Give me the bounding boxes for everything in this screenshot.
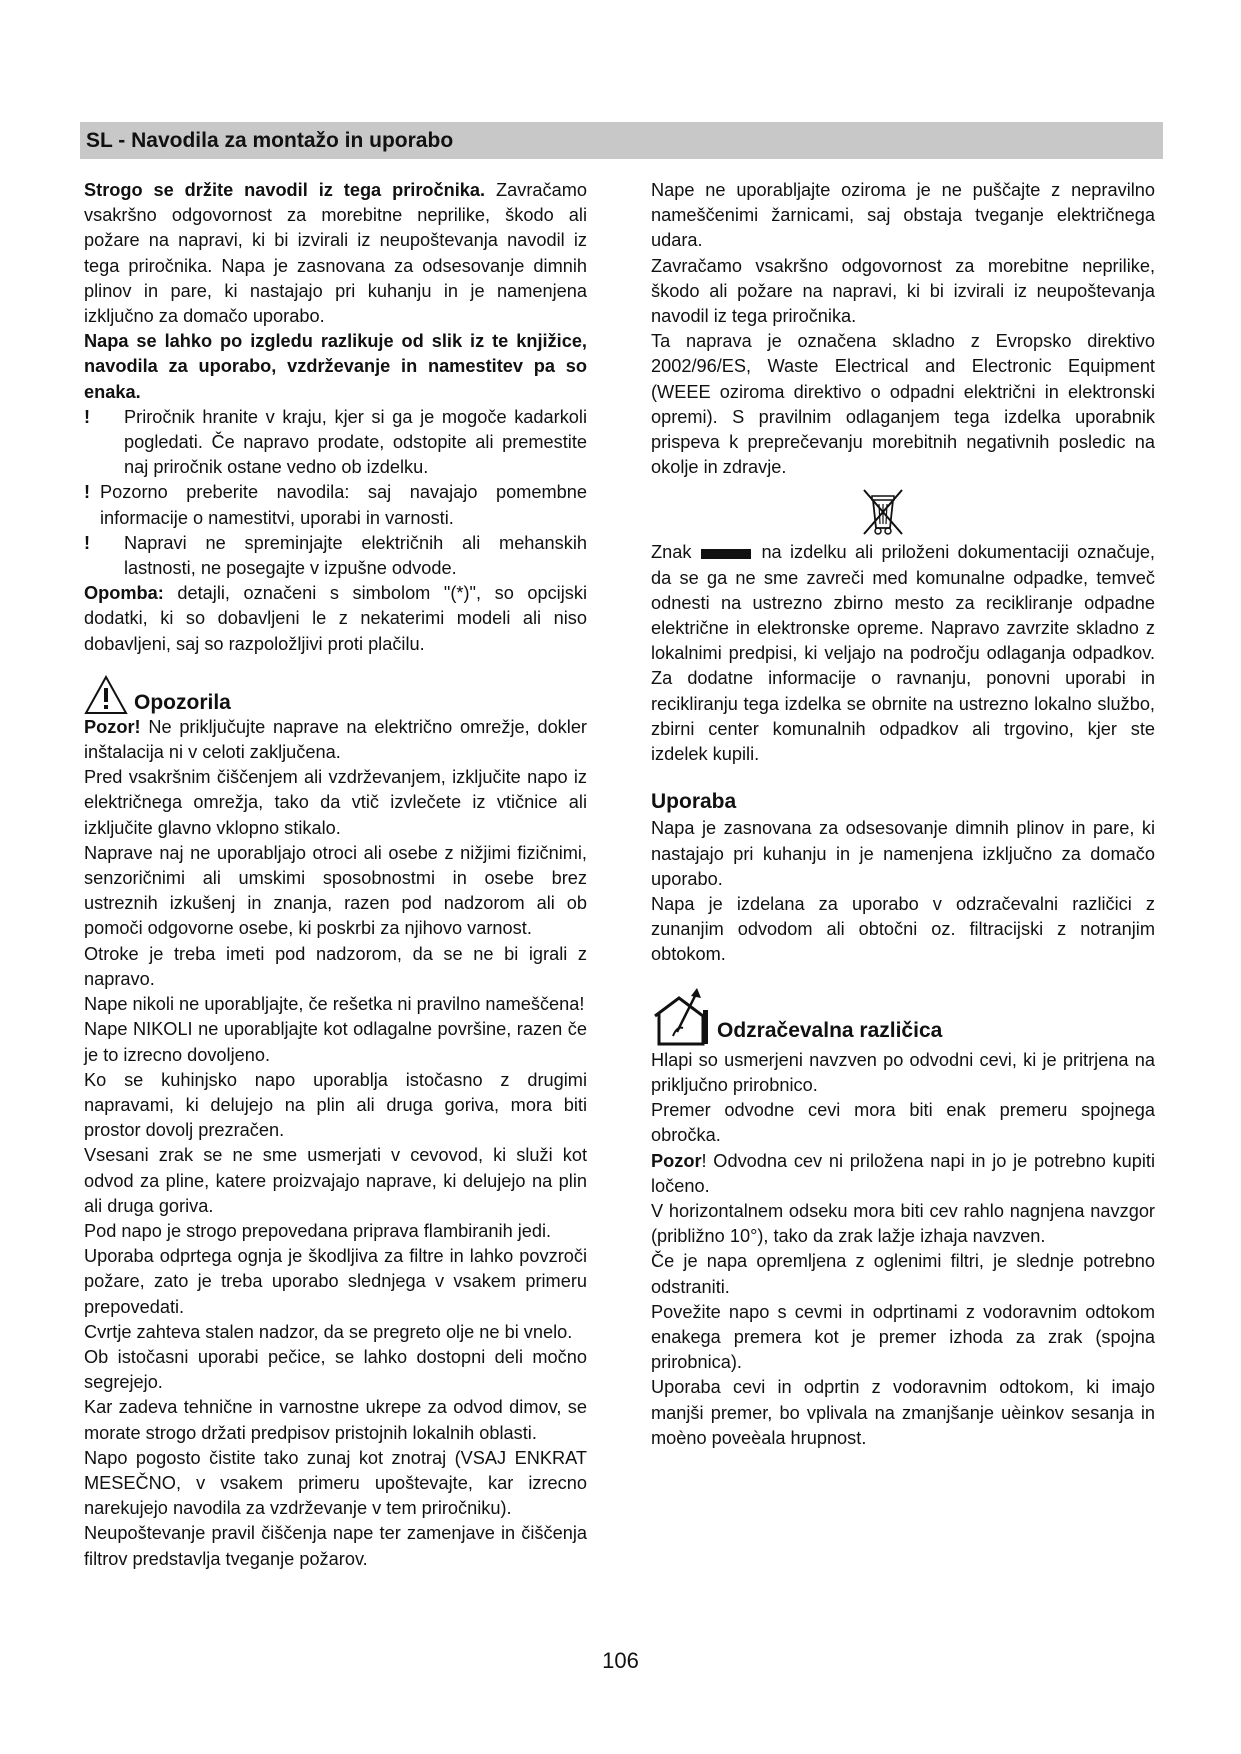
appearance-note: Napa se lahko po izgledu razlikuje od slik iz te knjižice, navodila za uporabo, vzdrževanje in namestitev pa so enaka. — [84, 331, 587, 402]
vent-house-icon — [651, 986, 711, 1048]
znak-paragraph — [651, 540, 1155, 767]
intro-text: Zavračamo vsakršno odgovornost za morebitne neprilike, škodo ali požare na napravi, ki bi izvirali iz neupoštevanja navodil iz tega priročnika. Napa je zasnovana za odsesovanje dimnih plinov in pare, ki nastajajo pri kuhanju in je namenjena izključno za domačo uporabo. — [84, 180, 587, 327]
warning-paragraph: Kar zadeva tehnične in varnostne ukrepe za odvod dimov, se morate strogo držati predpisov pristojnih lokalnih oblasti. — [84, 1397, 587, 1443]
section-header — [80, 122, 1163, 159]
warnings-title: Opozorila — [134, 690, 231, 714]
vent-pozor-label: Pozor — [651, 1150, 702, 1171]
note-text: detajli, označeni s simbolom "(*)", so opcijski dodatki, ki so dobavljeni le z nekaterimi modeli ali niso dobavljeni, saj so razpoložljivi proti plačilu. — [84, 583, 587, 654]
usage-paragraph: Napa je zasnovana za odsesovanje dimnih plinov in pare, ki nastajajo pri kuhanju in je namenjena izključno za domačo uporabo. — [651, 818, 1155, 889]
vent-title: Odzračevalna različica — [717, 1019, 943, 1043]
intro-bold: Strogo se držite navodil iz tega priročnika. — [84, 180, 486, 200]
bullet-mark: ! — [84, 406, 91, 427]
lamp-warning-paragraph: Nape ne uporabljajte oziroma je ne puščajte z nepravilno nameščenimi žarnicami, saj obstaja tveganje električnega udara. — [651, 180, 1155, 251]
note-paragraph — [84, 581, 587, 657]
crossed-bin-icon — [860, 486, 906, 536]
warning-paragraph: Naprave naj ne uporabljajo otroci ali osebe z nižjimi fizičnimi, senzoričnimi ali umskimi sposobnostmi in osebe brez ustreznih izkušenj in znanja, razen pod nadzorom ali ob pomoči odgovorne osebe, ki poskrbi za njihovo varnost. — [84, 842, 587, 939]
bullet-text: Priročnik hranite v kraju, kjer si ga je mogoče kadarkoli pogledati. Če napravo prodate, odstopite ali premestite naj priročnik ostane vedno ob izdelku. — [124, 406, 587, 478]
left-column — [84, 178, 587, 1572]
vent-pozor-text: ! Odvodna cev ni priložena napi in jo je potrebno kupiti ločeno. — [651, 1150, 1155, 1196]
warning-paragraph: Napo pogosto čistite tako zunaj kot znotraj (VSAJ ENKRAT MESEČNO, v vsakem primeru upoštevajte, kar izrecno narekujejo navodila za vzdrževanje v tem priročniku). — [84, 1447, 587, 1519]
section-title: SL - Navodila za montažo in uporabo — [86, 129, 454, 152]
usage-paragraph: Napa je izdelana za uporabo v odzračevalni različici z zunanjim odvodom ali obtočni oz. filtracijski z notranjim obtokom. — [651, 894, 1155, 965]
liability-paragraph: Zavračamo vsakršno odgovornost za morebitne neprilike, škodo ali požare na napravi, ki bi izvirali iz neupoštevanja navodil iz tega priročnika. — [651, 255, 1155, 327]
page-number: 106 — [602, 1648, 639, 1673]
vent-paragraph: Hlapi so usmerjeni navzven po odvodni cevi, ki je pritrjena na priključno prirobnico. — [651, 1049, 1155, 1095]
warning-paragraph: Ko se kuhinjsko napo uporablja istočasno z drugimi napravami, ki delujejo na plin ali druga goriva, mora biti prostor dovolj prezračen. — [84, 1069, 587, 1141]
bullet-mark: ! — [84, 482, 91, 503]
vent-heading — [651, 986, 1155, 1048]
weee-paragraph: Ta naprava je označena skladno z Evropsko direktivo 2002/96/ES, Waste Electrical and Electronic Equipment (WEEE oziroma direktivo o odpadni električni in elektronski opremi). S pravilnim odlaganjem tega izdelka uporabnik prispeva k preprečevanju morebitnih negativnih posledic na okolje in zdravje. — [651, 331, 1155, 478]
warning-paragraph: Neupoštevanje pravil čiščenja nape ter zamenjave in čiščenja filtrov predstavlja tveganje požarov. — [84, 1523, 587, 1569]
vent-paragraph: Premer odvodne cevi mora biti enak premeru spojnega obročka. — [651, 1100, 1155, 1146]
bullet-item — [84, 480, 587, 530]
note-label: Opomba: — [84, 583, 164, 604]
warning-paragraph: Vsesani zrak se ne sme usmerjati v cevovod, ki služi kot odvod za pline, katere proizvajajo naprave, ki delujejo na plin ali druga goriva. — [84, 1145, 587, 1216]
vent-paragraph: Povežite napo s cevmi in odprtinami z vodoravnim odtokom enakega premera kot je premer izhoda za zrak (spojna prirobnica). — [651, 1301, 1155, 1373]
vent-pozor-paragraph — [651, 1149, 1155, 1199]
bullet-text: Napravi ne spreminjajte električnih ali mehanskih lastnosti, ne posegajte v izpušne odvode. — [124, 532, 587, 579]
warning-triangle-icon — [84, 675, 128, 715]
pozor-label: Pozor! — [84, 716, 141, 737]
pozor-text: Ne priključujte naprave na električno omrežje, dokler inštalacija ni v celoti zaključena. — [84, 716, 587, 763]
warning-paragraph: Nape nikoli ne uporabljajte, če rešetka ni pravilno nameščena! — [84, 994, 585, 1015]
warning-paragraph: Cvrtje zahteva stalen nadzor, da se pregreto olje ne bi vnelo. — [84, 1321, 573, 1342]
bullet-text: Pozorno preberite navodila: saj navajajo pomembne informacije o namestitvi, uporabi in varnosti. — [100, 482, 587, 528]
warning-paragraph: Nape NIKOLI ne uporabljajte kot odlagalne površine, razen če je to izrecno dovoljeno. — [84, 1019, 587, 1065]
bullet-item — [84, 531, 587, 581]
vent-paragraph: Če je napa opremljena z oglenimi filtri, je slednje potrebno odstraniti. — [651, 1251, 1155, 1297]
bullet-item — [84, 405, 587, 481]
znak-label: Znak — [651, 542, 692, 563]
pozor-paragraph — [84, 715, 587, 765]
weee-symbol — [651, 486, 1155, 536]
warning-paragraph: Ob istočasni uporabi pečice, se lahko dostopni deli močno segrejejo. — [84, 1346, 587, 1393]
warning-paragraph: Pred vsakršnim čiščenjem ali vzdrževanjem, izključite napo iz električnega omrežja, tako da vtič izvlečete iz vtičnice ali izključite glavno vklopno stikalo. — [84, 767, 587, 838]
warnings-heading — [84, 675, 587, 715]
warning-paragraph: Otroke je treba imeti pod nadzorom, da se ne bi igrali z napravo. — [84, 943, 587, 989]
usage-title: Uporaba — [651, 790, 737, 814]
warning-paragraph: Uporaba odprtega ognja je škodljiva za filtre in lahko povzroči požare, zato je treba uporabo slednjega v vsakem primeru prepovedati. — [84, 1246, 587, 1317]
vent-paragraph: Uporaba cevi in odprtin z vodoravnim odtokom, ki imajo manjši premer, bo vplivala na zmanjšanje uèinkov sesanja in moèno poveèala hrupnost. — [651, 1377, 1155, 1448]
intro-paragraph — [84, 178, 587, 329]
black-bar-icon — [701, 549, 751, 559]
bullet-mark: ! — [84, 532, 91, 553]
warning-paragraph: Pod napo je strogo prepovedana priprava flambiranih jedi. — [84, 1220, 552, 1241]
right-column — [651, 178, 1155, 1451]
vent-paragraph: V horizontalnem odseku mora biti cev rahlo nagnjena navzgor (približno 10°), tako da zrak lažje izhaja navzven. — [651, 1200, 1155, 1247]
znak-text: na izdelku ali priloženi dokumentaciji označuje, da se ga ne sme zavreči med komunalne odpadke, temveč odnesti na ustrezno zbirno mesto za recikliranje odpadne električne in elektronske opreme. Napravo zavrzite skladno z lokalnimi predpisi, ki veljajo na področju odlaganja odpadkov. Za dodatne informacije o ravnanju, ponovni uporabi in recikliranju tega izdelka se obrnite na ustrezno lokalno službo, zbirni center komunalnih odpadkov ali trgovino, kjer ste izdelek kupili. — [651, 542, 1155, 765]
